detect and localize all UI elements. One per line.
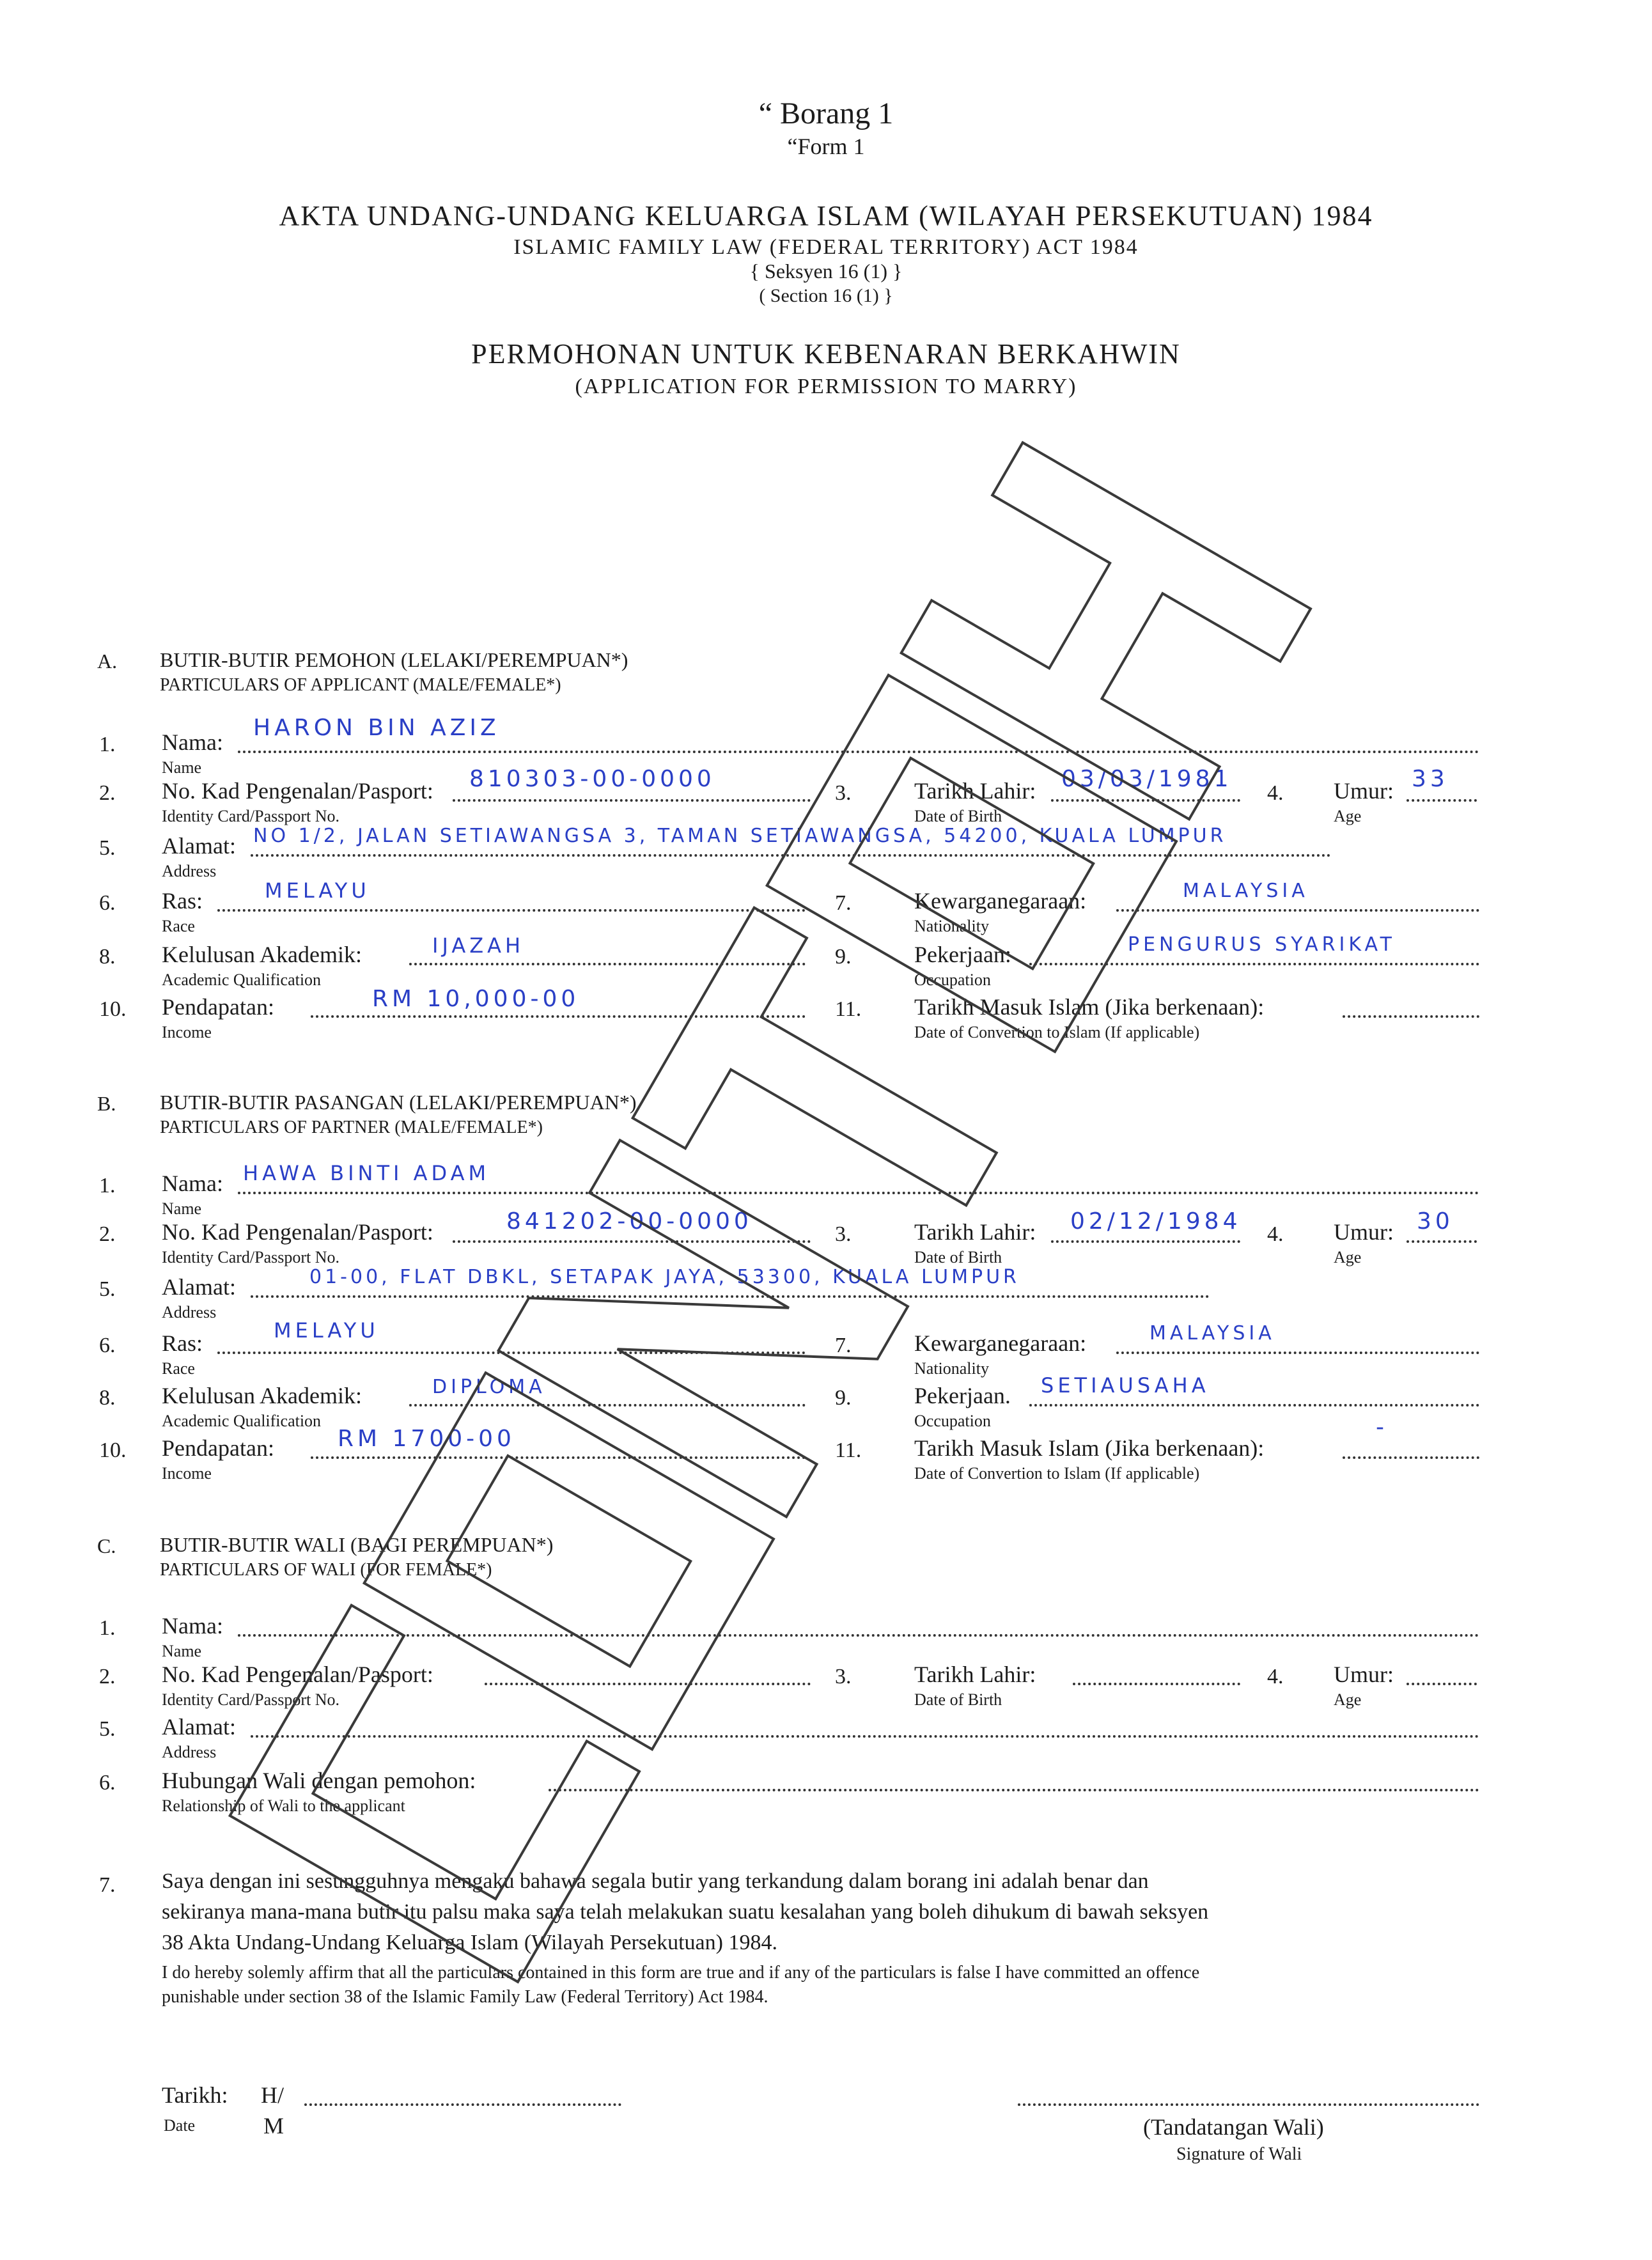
applicant-dob: 03/03/1981 <box>1061 766 1233 792</box>
qualification-sublabel: Academic Qualification <box>162 970 322 989</box>
item-number: 6. <box>99 891 116 915</box>
partner-age: 30 <box>1417 1208 1454 1235</box>
item-number: 5. <box>99 836 116 860</box>
item-number: 9. <box>835 945 852 969</box>
item-number: 10. <box>99 997 127 1021</box>
item-number: 4. <box>1267 1665 1284 1688</box>
form-number-en: “Form 1 <box>787 134 865 159</box>
item-number: 5. <box>99 1717 116 1741</box>
item-number: 3. <box>835 1665 852 1688</box>
watermark-letter-t <box>633 908 1042 1284</box>
address-sublabel: Address <box>162 862 217 880</box>
name-label: Nama: <box>162 1613 223 1639</box>
race-sublabel: Race <box>162 1359 195 1378</box>
name-sublabel: Name <box>162 1199 202 1218</box>
hijri-label: H/ <box>261 2082 284 2108</box>
section-a-letter: A. <box>97 650 118 673</box>
signature-sublabel: Signature of Wali <box>1176 2144 1302 2164</box>
section-b-letter: B. <box>97 1092 116 1115</box>
dob-sublabel: Date of Birth <box>914 1248 1002 1266</box>
dob-label: Tarikh Lahir: <box>914 1219 1036 1245</box>
convert-label: Tarikh Masuk Islam (Jika berkenaan): <box>914 994 1265 1020</box>
dob-sublabel: Date of Birth <box>914 1690 1002 1709</box>
convert-sublabel: Date of Convertion to Islam (If applicable) <box>914 1023 1200 1041</box>
partner-name: HAWA BINTI ADAM <box>243 1161 490 1185</box>
item-number: 2. <box>99 781 116 805</box>
item-number: 8. <box>99 1386 116 1410</box>
name-sublabel: Name <box>162 1642 202 1660</box>
item-number: 4. <box>1267 1222 1284 1246</box>
age-label: Umur: <box>1334 778 1394 804</box>
applicant-name: HARON BIN AZIZ <box>253 715 500 741</box>
watermark-letter-c <box>230 1605 639 1982</box>
item-number: 3. <box>835 1222 852 1246</box>
declaration-line-2: sekiranya mana-mana butir itu palsu maka saya telah melakukan suatu kesalahan yang boleh dihukum di bawah seksyen <box>162 1900 1209 1924</box>
name-label: Nama: <box>162 1171 223 1196</box>
occupation-label: Pekerjaan. <box>914 1383 1011 1408</box>
page-title-en: (APPLICATION FOR PERMISSION TO MARRY) <box>575 375 1077 398</box>
ic-label: No. Kad Pengenalan/Pasport: <box>162 1219 433 1245</box>
dob-sublabel: Date of Birth <box>914 807 1002 825</box>
item-number: 1. <box>99 1616 116 1640</box>
gregorian-label: M <box>263 2113 284 2139</box>
section-b-subtitle: PARTICULARS OF PARTNER (MALE/FEMALE*) <box>160 1118 543 1137</box>
applicant-address: NO 1/2, JALAN SETIAWANGSA 3, TAMAN SETIAWANGSA, 54200, KUALA LUMPUR <box>253 825 1227 847</box>
section-a-title: BUTIR-BUTIR PEMOHON (LELAKI/PEREMPUAN*) <box>160 648 628 671</box>
watermark-letters <box>230 442 1311 1982</box>
ic-label: No. Kad Pengenalan/Pasport: <box>162 778 433 804</box>
convert-sublabel: Date of Convertion to Islam (If applicable) <box>914 1464 1200 1483</box>
applicant-age: 33 <box>1412 766 1449 792</box>
watermark-letter-o <box>767 675 1176 1052</box>
ic-sublabel: Identity Card/Passport No. <box>162 807 340 825</box>
dob-label: Tarikh Lahir: <box>914 778 1036 804</box>
address-sublabel: Address <box>162 1743 217 1761</box>
applicant-nationality: MALAYSIA <box>1183 880 1309 902</box>
dob-label: Tarikh Lahir: <box>914 1662 1036 1687</box>
section-a-subtitle: PARTICULARS OF APPLICANT (MALE/FEMALE*) <box>160 675 561 695</box>
item-number: 2. <box>99 1665 116 1688</box>
page-title: PERMOHONAN UNTUK KEBENARAN BERKAHWIN <box>471 338 1181 370</box>
name-label: Nama: <box>162 729 223 755</box>
ic-sublabel: Identity Card/Passport No. <box>162 1690 340 1709</box>
item-number: 6. <box>99 1771 116 1795</box>
race-label: Ras: <box>162 888 203 914</box>
watermark-letter-h <box>901 442 1311 819</box>
partner-occupation: SETIAUSAHA <box>1041 1373 1210 1398</box>
item-number: 7. <box>99 1873 116 1897</box>
age-label: Umur: <box>1334 1219 1394 1245</box>
convert-label: Tarikh Masuk Islam (Jika berkenaan): <box>914 1435 1265 1461</box>
partner-convert-date: - <box>1376 1414 1388 1440</box>
applicant-ic: 810303-00-0000 <box>469 766 715 792</box>
item-number: 7. <box>835 1334 852 1357</box>
item-number: 4. <box>1267 781 1284 805</box>
watermark-letter-n <box>499 1140 908 1516</box>
section-c-letter: C. <box>97 1534 116 1557</box>
declaration-line-1: Saya dengan ini sesungguhnya mengaku bahawa segala butir yang terkandung dalam borang ini adalah benar dan <box>162 1869 1149 1893</box>
item-number: 8. <box>99 945 116 969</box>
nationality-label: Kewarganegaraan: <box>914 1330 1087 1356</box>
occupation-sublabel: Occupation <box>914 970 991 989</box>
act-title-en: ISLAMIC FAMILY LAW (FEDERAL TERRITORY) ACT 1984 <box>513 235 1139 259</box>
item-number: 9. <box>835 1386 852 1410</box>
watermark-letter-o <box>364 1373 774 1749</box>
partner-nationality: MALAYSIA <box>1149 1322 1275 1344</box>
applicant-occupation: PENGURUS SYARIKAT <box>1128 933 1396 956</box>
race-sublabel: Race <box>162 917 195 935</box>
age-sublabel: Age <box>1334 1690 1362 1709</box>
partner-ic: 841202-00-0000 <box>506 1208 752 1235</box>
section-b-title: BUTIR-BUTIR PASANGAN (LELAKI/PEREMPUAN*) <box>160 1091 637 1114</box>
nationality-sublabel: Nationality <box>914 1359 989 1378</box>
declaration-en-1: I do hereby solemly affirm that all the particulars contained in this form are true and if any of the particulars is false I have committed an offence <box>162 1963 1200 1983</box>
item-number: 6. <box>99 1334 116 1357</box>
applicant-income: RM 10,000-00 <box>372 986 580 1012</box>
income-sublabel: Income <box>162 1464 212 1483</box>
act-title: AKTA UNDANG-UNDANG KELUARGA ISLAM (WILAYAH PERSEKUTUAN) 1984 <box>279 200 1373 231</box>
income-label: Pendapatan: <box>162 1435 274 1461</box>
form-number: “ Borang 1 <box>758 97 894 130</box>
nationality-sublabel: Nationality <box>914 917 989 935</box>
date-sublabel: Date <box>164 2116 196 2135</box>
partner-dob: 02/12/1984 <box>1070 1208 1242 1235</box>
address-sublabel: Address <box>162 1303 217 1321</box>
qualification-sublabel: Academic Qualification <box>162 1412 322 1430</box>
occupation-label: Pekerjaan: <box>914 942 1011 967</box>
ic-label: No. Kad Pengenalan/Pasport: <box>162 1662 433 1687</box>
address-label: Alamat: <box>162 1714 236 1740</box>
race-label: Ras: <box>162 1330 203 1356</box>
partner-income: RM 1700-00 <box>338 1426 515 1452</box>
partner-qualification: DIPLOMA <box>432 1376 546 1398</box>
address-label: Alamat: <box>162 833 236 859</box>
item-number: 5. <box>99 1277 116 1301</box>
item-number: 2. <box>99 1222 116 1246</box>
item-number: 1. <box>99 1174 116 1197</box>
item-number: 1. <box>99 733 116 756</box>
partner-address: 01-00, FLAT DBKL, SETAPAK JAYA, 53300, KUALA LUMPUR <box>309 1266 1020 1288</box>
income-label: Pendapatan: <box>162 994 274 1020</box>
declaration-en-2: punishable under section 38 of the Islamic Family Law (Federal Territory) Act 1984. <box>162 1987 768 2007</box>
age-sublabel: Age <box>1334 1248 1362 1266</box>
relationship-sublabel: Relationship of Wali to the applicant <box>162 1796 405 1815</box>
item-number: 10. <box>99 1438 127 1462</box>
declaration-line-3: 38 Akta Undang-Undang Keluarga Islam (Wilayah Persekutuan) 1984. <box>162 1931 777 1954</box>
signature-label: (Tandatangan Wali) <box>1143 2114 1324 2140</box>
relationship-label: Hubungan Wali dengan pemohon: <box>162 1768 476 1793</box>
qualification-label: Kelulusan Akademik: <box>162 1383 362 1408</box>
nationality-label: Kewarganegaraan: <box>914 888 1087 914</box>
item-number: 3. <box>835 781 852 805</box>
income-sublabel: Income <box>162 1023 212 1041</box>
item-number: 7. <box>835 891 852 915</box>
date-label: Tarikh: <box>162 2082 228 2108</box>
name-sublabel: Name <box>162 758 202 777</box>
applicant-qualification: IJAZAH <box>432 933 525 958</box>
section-ref-en: ( Section 16 (1) } <box>759 285 893 306</box>
qualification-label: Kelulusan Akademik: <box>162 942 362 967</box>
item-number: 11. <box>835 1438 862 1462</box>
age-sublabel: Age <box>1334 807 1362 825</box>
occupation-sublabel: Occupation <box>914 1412 991 1430</box>
section-ref: { Seksyen 16 (1) } <box>749 260 903 283</box>
partner-race: MELAYU <box>274 1318 379 1343</box>
applicant-race: MELAYU <box>265 878 370 903</box>
section-c-title: BUTIR-BUTIR WALI (BAGI PEREMPUAN*) <box>160 1533 554 1556</box>
ic-sublabel: Identity Card/Passport No. <box>162 1248 340 1266</box>
age-label: Umur: <box>1334 1662 1394 1687</box>
section-c-subtitle: PARTICULARS OF WALI (FOR FEMALE*) <box>160 1560 492 1580</box>
address-label: Alamat: <box>162 1274 236 1300</box>
item-number: 11. <box>835 997 862 1021</box>
